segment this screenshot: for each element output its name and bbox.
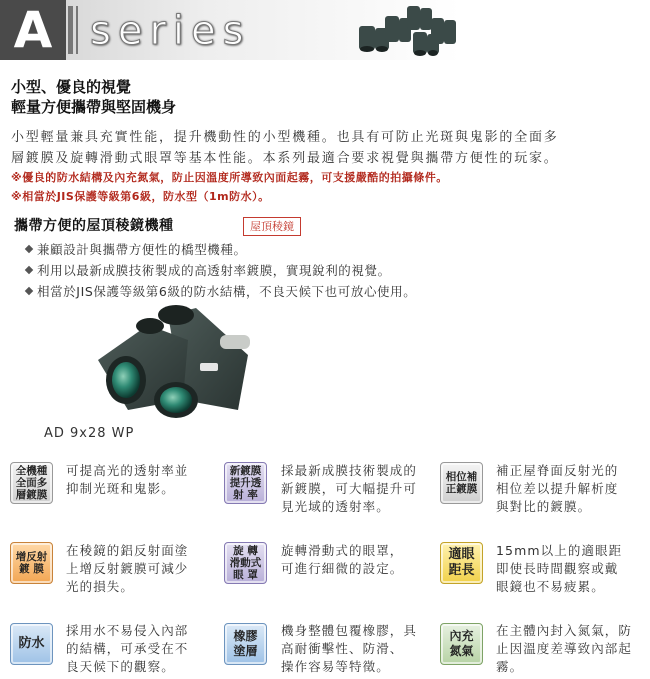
intro-note-2: ※相當於JIS保護等級第6級，防水型（1m防水）。 — [11, 190, 270, 203]
feature-text-nitrogen: 在主體內封入氮氣，防 止因溫度差導致內部起 霧。 — [496, 623, 633, 674]
phase-coating-badge: 相位補 正鍍膜 — [440, 462, 483, 504]
series-letter: A — [13, 1, 53, 59]
roof-prism-tag: 屋頂稜鏡 — [243, 217, 301, 236]
feature-text-phase-coating: 補正屋脊面反射光的 相位差以提升解析度 與對比的鍍膜。 — [496, 463, 619, 514]
twist-eyecup-badge: 旋 轉 滑動式 眼 罩 — [224, 542, 267, 584]
intro-title-line2: 輕量方便攜帶與堅固機身 — [11, 98, 177, 116]
feature-text-multicoating: 可提高光的透射率並 抑制光斑和鬼影。 — [66, 463, 189, 496]
feature-bullet: 利用以最新成膜技術製成的高透射率鍍膜，實現銳利的視覺。 — [26, 262, 391, 280]
feature-bullet: 兼顧設計與攜帶方便性的橋型機種。 — [26, 241, 247, 259]
intro-paragraph-line2: 層鍍膜及旋轉滑動式眼罩等基本性能。本系列最適合要求視覺與攜帶方便性的玩家。 — [11, 151, 559, 166]
feature-text-waterproof: 採用水不易侵入內部 的結構，可承受在不 良天候下的觀察。 — [66, 623, 189, 674]
full-multicoating-badge: 全機種 全面多 層鍍膜 — [10, 462, 53, 504]
section-title: 攜帶方便的屋頂稜鏡機種 — [14, 218, 174, 234]
nitrogen-filled-badge: 內充 氮氣 — [440, 623, 483, 665]
feature-bullet: 相當於JIS保護等級第6級的防水結構，不良天候下也可放心使用。 — [26, 283, 416, 301]
long-eye-relief-badge: 適眼 距長 — [440, 542, 483, 584]
feature-text-rubber-coating: 機身整體包覆橡膠，具 高耐衝擊性、防滑、 操作容易等特徵。 — [281, 623, 418, 674]
banner-divider — [68, 6, 73, 54]
diamond-bullet-icon — [25, 244, 33, 252]
rubber-coating-badge: 橡膠 塗層 — [224, 623, 267, 665]
binocular-group-image — [355, 2, 461, 58]
feature-text-reflection-coating: 在稜鏡的鋁反射面塗 上增反射鍍膜可減少 光的損失。 — [66, 543, 189, 594]
diamond-bullet-icon — [25, 265, 33, 273]
intro-title-line1: 小型、優良的視覺 — [11, 78, 132, 96]
waterproof-badge: 防水 — [10, 623, 53, 665]
new-coating-badge: 新鍍膜 提升透 射 率 — [224, 462, 267, 504]
feature-text-twist-eyecup: 旋轉滑動式的眼罩， 可進行細微的設定。 — [281, 543, 404, 576]
series-word: series — [90, 8, 251, 54]
intro-note-1: ※優良的防水結構及內充氮氣，防止因溫度所導致內面起霧，可支援嚴酷的拍攝條件。 — [11, 171, 448, 184]
binocular-product-image — [88, 300, 288, 425]
feature-text-new-coating: 採最新成膜技術製成的 新鍍膜，可大幅提升可 見光域的透射率。 — [281, 463, 418, 514]
banner-divider-thin — [76, 6, 78, 54]
intro-paragraph-line1: 小型輕量兼具充實性能，提升機動性的小型機種。也具有可防止光斑與鬼影的全面多 — [11, 130, 559, 145]
diamond-bullet-icon — [25, 286, 33, 294]
reflection-coating-badge: 增反射 鍍 膜 — [10, 542, 53, 584]
product-model-label: AD 9x28 WP — [44, 426, 135, 441]
feature-text-eye-relief: 15mm以上的適眼距 即使長時間觀察或戴 眼鏡也不易疲累。 — [496, 543, 623, 594]
